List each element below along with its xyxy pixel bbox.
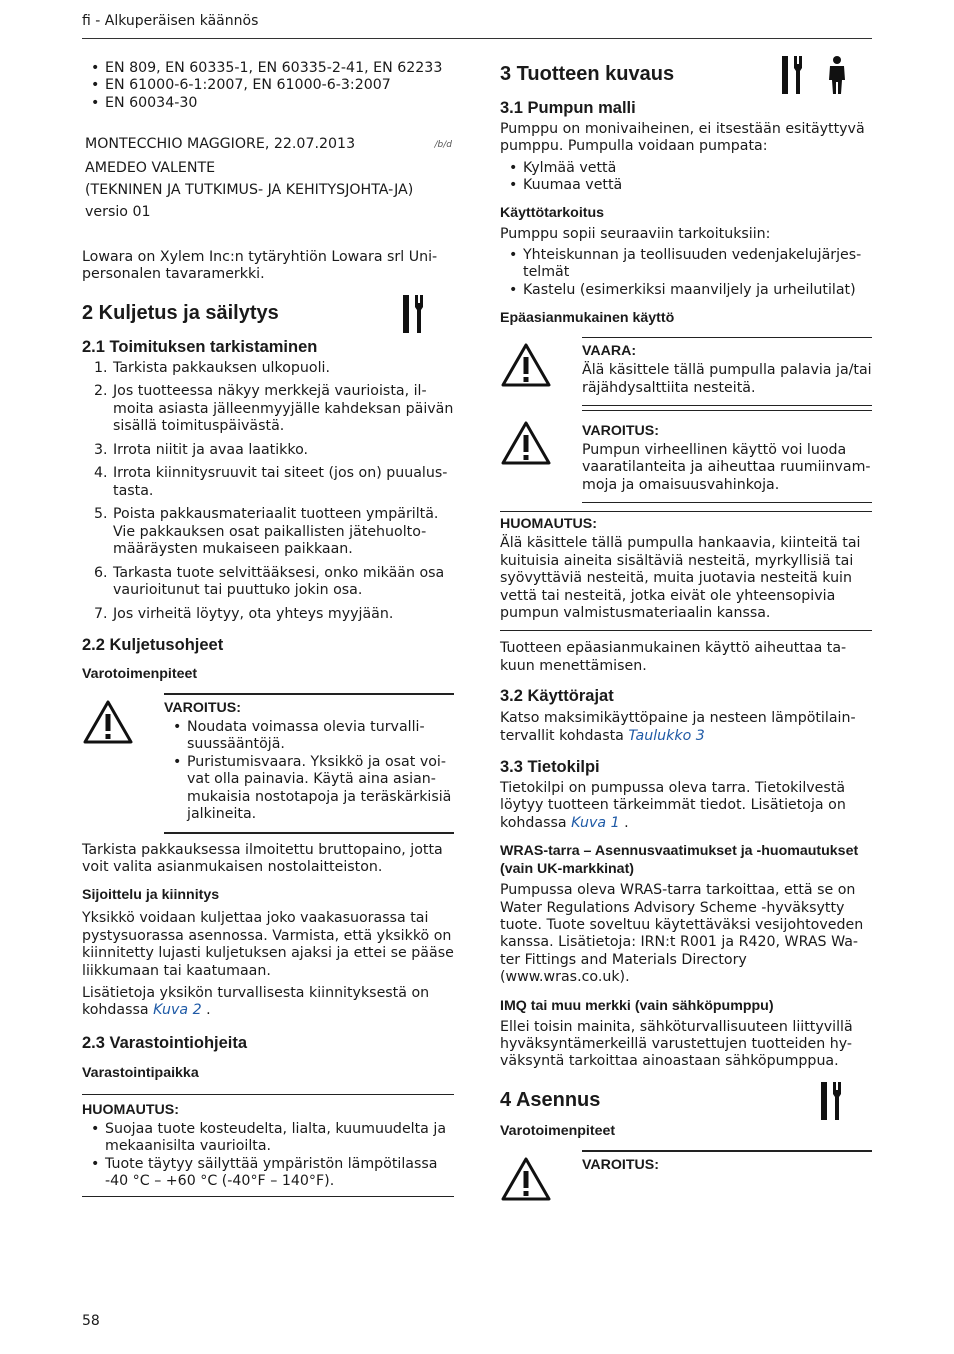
list-item: • Tuote täytyy säilyttää ympäristön lämpötilassa -40 °C – +60 °C (-40°F – 140°F). [82,1156,454,1191]
nameplate-text: Tietokilpi on pumpussa oleva tarra. Tietokilvestä löytyy tuotteen tärkeimmät tiedot. Lisätietoja on kohdassa Kuva 1 . [500,779,846,831]
weight-check-text: Tarkista pakkauksessa ilmoitettu bruttopaino, jotta voit valita asianmukaisen nostolaitteiston. [82,841,443,875]
list-item: • Kylmää vettä [500,160,872,177]
imq-text: Ellei toisin mainita, sähköturvallisuuteen liittyvillä hyväksyntämerkeillä varustettujen tuotteiden hy-väksyntä tarkoittaa ainoastaan sähköpumppua. [500,1018,853,1070]
use-list [500,247,872,299]
warning-triangle-icon [500,420,552,466]
list-item: • Noudata voimassa olevia turvalli-suussääntöjä. [164,719,454,754]
inspection-steps [82,360,454,623]
warranty-text: Tuotteen epäasianmukainen käyttö aiheuttaa ta-kuun menettämisen. [500,640,847,674]
list-item: • Puristumisvaara. Yksikkö ja osat voi-vat olla painavia. Käytä aina asian-mukaisia nostotapoja ja teräskärkisiä jalkineita. [164,754,454,824]
subsection-heading: 3.3 Tietokilpi [500,757,600,776]
list-item: • Kuumaa vettä [500,177,872,194]
subsection-heading: 3.1 Pumpun malli [500,99,636,117]
misuse-heading: Epäasianmukainen käyttö [500,310,675,327]
fastening-info: Lisätietoja yksikön turvallisesta kiinnityksestä on kohdassa Kuva 2 . [82,984,430,1019]
header-divider [82,38,872,39]
list-item: • EN 60034-30 [82,95,454,112]
warning-triangle-icon [500,1156,552,1202]
signature-block [82,136,454,222]
tools-icon [780,56,806,94]
list-item: 2. Jos tuotteessa näkyy merkkejä vaurioista, il-moita asiasta jälleenmyyjälle kahdeksan päivän sisällä toimituspäivästä. [94,383,454,435]
warning-box [582,1150,872,1206]
notice-list [82,1121,454,1191]
use-heading: Käyttötarkoitus [500,204,605,221]
list-item: • EN 61000-6-1:2007, EN 61000-6-3:2007 [82,77,454,94]
wras-text: Pumpussa oleva WRAS-tarra tarkoittaa, että se on Water Regulations Advisory Scheme -hyväksytty tuote. Tuote soveltuu käytettäväksi vesijohtoveden kanssa. Lisätietoja: IRN:t R001 ja R420, WRAS Wa-ter Fittings and Materials Directory (www.wras.co.uk). [500,882,864,986]
warning-list [164,719,454,823]
section-heading: 4 Asennus [500,1088,601,1111]
tools-icon [401,295,427,333]
list-item: 3. Irrota niitit ja avaa laatikko. [94,441,309,458]
trademark-text: Lowara on Xylem Inc:n tytäryhtiön Lowara srl Uni-personalen tavaramerkki. [82,248,438,283]
imq-heading: IMQ tai muu merkki (vain sähköpumppu) [500,997,774,1014]
section-2-heading-row [82,301,454,325]
place-date: MONTECCHIO MAGGIORE, 22.07.2013 [85,136,356,153]
list-item: 1. Tarkista pakkauksen ulkopuoli. [94,359,330,376]
table-link[interactable]: Taulukko 3 [628,727,705,744]
list-item: 7. Jos virheitä löytyy, ota yhteys myyjään. [94,605,394,622]
version: versio 01 [85,204,151,221]
use-intro: Pumppu sopii seuraaviin tarkoituksiin: [500,225,771,242]
signer-title: (TEKNINEN JA TUTKIMUS- JA KEHITYSJOHTA-JA) [85,182,414,199]
warning-label: VAROITUS: [582,423,659,440]
left-column [82,58,454,1197]
subsection-heading: 2.3 Varastointiohjeita [82,1033,248,1052]
storage-place-heading: Varastointipaikka [82,1064,199,1081]
list-item: • Kastelu (esimerkiksi maanviljely ja urheilutilat) [500,282,872,299]
list-item: • Yhteiskunnan ja teollisuuden vedenjakelujärjes-telmät [500,247,872,282]
placement-text: Yksikkö voidaan kuljettaa joko vaakasuorassa tai pystysuorassa asennossa. Varmista, että yksikkö on kiinnitetty lujasti kuljetuksen ajaksi ja ettei se pääse liikkumaan tai kaatumaan. [82,910,454,979]
danger-box [582,337,872,406]
notice-label: HUOMAUTUS: [82,1101,179,1118]
limits-text: Katso maksimikäyttöpaine ja nesteen lämpötilain-tervallit kohdasta Taulukko 3 [500,710,856,744]
warning-label: VAROITUS: [164,700,241,717]
tools-icon [819,1082,845,1120]
danger-triangle-icon [500,342,552,388]
list-item: 4. Irrota kiinnitysruuvit tai siteet (jos on) puualus-tasta. [94,465,448,499]
warning-text: Pumpun virheellinen käyttö voi luoda vaaratilanteita ja aiheuttaa ruumiinvam-moja ja omaisuusvahinkoja. [582,442,871,493]
notice-box [82,1094,454,1198]
person-icon [826,56,848,94]
list-item: 5. Poista pakkausmateriaalit tuotteen ympäriltä. Vie pakkauksen osat paikallisten jätehuolto-määräysten mukaiseen paikkaan. [94,506,439,558]
placement-heading: Sijoittelu ja kiinnitys [82,887,220,904]
subsection-heading: 2.2 Kuljetusohjeet [82,636,224,655]
wras-heading: WRAS-tarra – Asennusvaatimukset ja -huomautukset (vain UK-markkinat) [500,843,859,878]
notice-text: Älä käsittele tällä pumpulla hankaavia, kiinteitä tai kuituisia aineita sisältäviä nesteitä, myrkyllisiä tai syövyttäviä nesteitä, muita juotavia nesteitä kuin vettä tai nesteitä, jotka eivät ole yhteensopivia pumpun valmistusmateriaalin kanssa. [500,535,861,621]
section-heading: 3 Tuotteen kuvaus [500,63,675,85]
warning-label: VAROITUS: [582,1156,659,1173]
list-item: • EN 809, EN 60335-1, EN 60335-2-41, EN 62233 [82,60,454,77]
figure-link[interactable]: Kuva 1 [571,814,620,831]
page-header: fi - Alkuperäisen käännös [82,13,259,29]
signature-mark: /b/d [434,140,452,151]
warning-box [164,693,454,833]
subsection-heading: 3.2 Käyttörajat [500,687,614,706]
warning-triangle-icon [82,699,134,745]
subsection-heading: 2.1 Toimituksen tarkistaminen [82,337,318,356]
precautions-heading: Varotoimenpiteet [82,666,198,683]
figure-link[interactable]: Kuva 2 [153,1002,202,1019]
danger-label: VAARA: [582,343,637,360]
section-heading: 2 Kuljetus ja säilytys [82,301,279,324]
danger-text: Älä käsittele tällä pumpulla palavia ja/tai räjähdysalttiita nesteitä. [582,362,872,396]
precautions-heading: Varotoimenpiteet [500,1122,616,1139]
notice-box [500,511,872,631]
pump-intro: Pumppu on monivaiheinen, ei itsestään esitäyttyvä pumppu. Pumpulla voidaan pumpata: [500,121,865,155]
warning-box [582,412,872,503]
list-item: 6. Tarkasta tuote selvittääksesi, onko mikään osa vaurioitunut tai puuttuko jokin osa. [94,564,445,599]
signer-name: AMEDEO VALENTE [85,159,216,176]
right-column [500,58,872,1206]
section-3-heading-row [500,62,872,86]
page-number: 58 [82,1313,100,1329]
section-4-heading-row [500,1088,872,1112]
notice-label: HUOMAUTUS: [500,516,597,533]
pumpable-list [500,160,872,195]
standards-list [82,60,454,112]
list-item: • Suojaa tuote kosteudelta, lialta, kuumuudelta ja mekaanisilta vaurioilta. [82,1121,454,1156]
